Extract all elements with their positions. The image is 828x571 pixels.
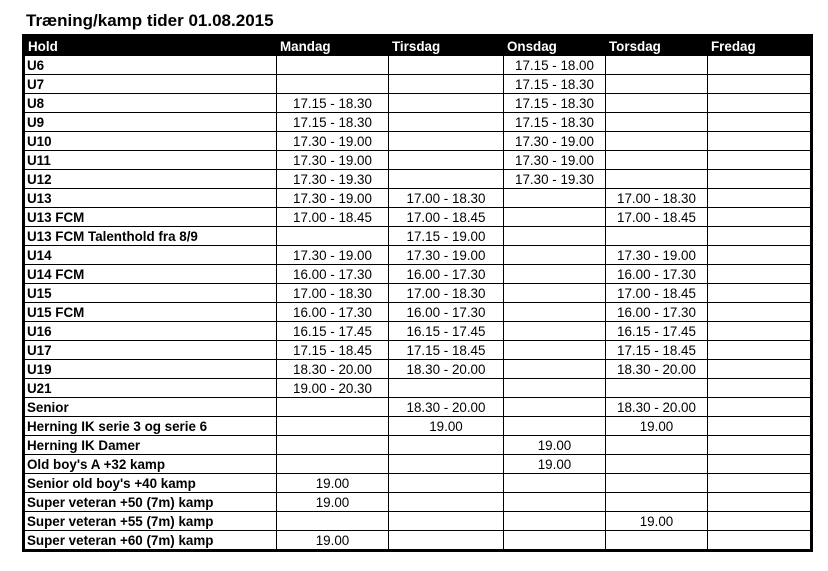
time-slot-fredag: [708, 303, 812, 322]
time-slot-tirsdag: [389, 132, 504, 151]
column-header-tirsdag: Tirsdag: [389, 36, 504, 56]
time-slot-fredag: [708, 417, 812, 436]
column-header-onsdag: Onsdag: [504, 36, 606, 56]
table-row: [24, 398, 812, 417]
time-slot-fredag: [708, 75, 812, 94]
time-slot-tirsdag: 17.00 - 18.45: [389, 208, 504, 227]
team-name: U16: [24, 322, 277, 341]
table-row: [24, 512, 812, 531]
column-header-mandag: Mandag: [277, 36, 389, 56]
time-slot-mandag: [277, 75, 389, 94]
time-slot-tirsdag: [389, 436, 504, 455]
team-name: Super veteran +50 (7m) kamp: [24, 493, 277, 512]
table-row: [24, 341, 812, 360]
table-row: [24, 94, 812, 113]
table-row: [24, 265, 812, 284]
table-row: [24, 75, 812, 94]
team-name: U12: [24, 170, 277, 189]
time-slot-mandag: 17.30 - 19.00: [277, 132, 389, 151]
table-row: [24, 493, 812, 512]
team-name: U7: [24, 75, 277, 94]
team-name: U8: [24, 94, 277, 113]
time-slot-fredag: [708, 113, 812, 132]
time-slot-tirsdag: [389, 512, 504, 531]
team-name: Senior: [24, 398, 277, 417]
time-slot-fredag: [708, 227, 812, 246]
time-slot-fredag: [708, 436, 812, 455]
table-row: [24, 227, 812, 246]
team-name: U15: [24, 284, 277, 303]
time-slot-tirsdag: 16.00 - 17.30: [389, 265, 504, 284]
team-name: U19: [24, 360, 277, 379]
time-slot-tirsdag: 18.30 - 20.00: [389, 398, 504, 417]
time-slot-mandag: 19.00: [277, 493, 389, 512]
team-name: U9: [24, 113, 277, 132]
table-row: [24, 303, 812, 322]
time-slot-torsdag: 19.00: [606, 512, 708, 531]
time-slot-onsdag: [504, 246, 606, 265]
time-slot-torsdag: 17.30 - 19.00: [606, 246, 708, 265]
time-slot-torsdag: 18.30 - 20.00: [606, 360, 708, 379]
table-row: [24, 189, 812, 208]
time-slot-tirsdag: 19.00: [389, 417, 504, 436]
time-slot-torsdag: 17.15 - 18.45: [606, 341, 708, 360]
column-header-hold: Hold: [24, 36, 277, 56]
time-slot-torsdag: [606, 94, 708, 113]
table-row: [24, 113, 812, 132]
time-slot-torsdag: [606, 493, 708, 512]
time-slot-onsdag: [504, 189, 606, 208]
time-slot-mandag: 17.30 - 19.00: [277, 151, 389, 170]
column-header-fredag: Fredag: [708, 36, 812, 56]
schedule-body: [24, 56, 812, 551]
table-row: [24, 284, 812, 303]
time-slot-torsdag: [606, 113, 708, 132]
team-name: U14 FCM: [24, 265, 277, 284]
time-slot-torsdag: 16.15 - 17.45: [606, 322, 708, 341]
time-slot-tirsdag: 16.00 - 17.30: [389, 303, 504, 322]
time-slot-fredag: [708, 189, 812, 208]
team-name: U15 FCM: [24, 303, 277, 322]
time-slot-tirsdag: [389, 75, 504, 94]
team-name: Super veteran +55 (7m) kamp: [24, 512, 277, 531]
time-slot-mandag: 17.00 - 18.30: [277, 284, 389, 303]
time-slot-onsdag: [504, 303, 606, 322]
time-slot-tirsdag: 17.30 - 19.00: [389, 246, 504, 265]
time-slot-onsdag: [504, 360, 606, 379]
schedule-table: [22, 34, 813, 552]
time-slot-tirsdag: 18.30 - 20.00: [389, 360, 504, 379]
time-slot-torsdag: 19.00: [606, 417, 708, 436]
time-slot-torsdag: [606, 531, 708, 551]
time-slot-fredag: [708, 56, 812, 75]
team-name: U13 FCM Talenthold fra 8/9: [24, 227, 277, 246]
time-slot-torsdag: [606, 132, 708, 151]
time-slot-onsdag: 17.30 - 19.00: [504, 151, 606, 170]
time-slot-onsdag: [504, 493, 606, 512]
time-slot-torsdag: [606, 227, 708, 246]
time-slot-tirsdag: [389, 56, 504, 75]
team-name: U17: [24, 341, 277, 360]
time-slot-fredag: [708, 474, 812, 493]
time-slot-onsdag: 17.15 - 18.30: [504, 94, 606, 113]
time-slot-onsdag: [504, 341, 606, 360]
time-slot-fredag: [708, 512, 812, 531]
time-slot-onsdag: 17.30 - 19.00: [504, 132, 606, 151]
time-slot-fredag: [708, 322, 812, 341]
table-row: [24, 474, 812, 493]
table-row: [24, 531, 812, 551]
time-slot-onsdag: [504, 284, 606, 303]
time-slot-torsdag: [606, 436, 708, 455]
table-row: [24, 379, 812, 398]
team-name: U10: [24, 132, 277, 151]
time-slot-onsdag: 17.15 - 18.30: [504, 113, 606, 132]
time-slot-fredag: [708, 151, 812, 170]
table-row: [24, 246, 812, 265]
team-name: U14: [24, 246, 277, 265]
time-slot-mandag: [277, 227, 389, 246]
time-slot-mandag: 17.30 - 19.00: [277, 189, 389, 208]
time-slot-mandag: 18.30 - 20.00: [277, 360, 389, 379]
time-slot-torsdag: 16.00 - 17.30: [606, 303, 708, 322]
time-slot-torsdag: 17.00 - 18.45: [606, 284, 708, 303]
time-slot-tirsdag: 17.00 - 18.30: [389, 189, 504, 208]
time-slot-onsdag: [504, 208, 606, 227]
team-name: U21: [24, 379, 277, 398]
time-slot-torsdag: [606, 474, 708, 493]
time-slot-torsdag: [606, 151, 708, 170]
time-slot-onsdag: [504, 531, 606, 551]
time-slot-fredag: [708, 379, 812, 398]
time-slot-tirsdag: 17.00 - 18.30: [389, 284, 504, 303]
time-slot-mandag: [277, 56, 389, 75]
time-slot-onsdag: [504, 512, 606, 531]
time-slot-mandag: [277, 512, 389, 531]
table-row: [24, 132, 812, 151]
time-slot-onsdag: 17.15 - 18.30: [504, 75, 606, 94]
time-slot-tirsdag: 17.15 - 19.00: [389, 227, 504, 246]
time-slot-fredag: [708, 360, 812, 379]
time-slot-onsdag: [504, 227, 606, 246]
time-slot-torsdag: 18.30 - 20.00: [606, 398, 708, 417]
time-slot-fredag: [708, 94, 812, 113]
time-slot-onsdag: [504, 398, 606, 417]
table-row: [24, 455, 812, 474]
time-slot-torsdag: 17.00 - 18.45: [606, 208, 708, 227]
header-row: [24, 36, 812, 56]
time-slot-mandag: [277, 436, 389, 455]
time-slot-tirsdag: [389, 474, 504, 493]
team-name: U13: [24, 189, 277, 208]
time-slot-mandag: 17.15 - 18.30: [277, 113, 389, 132]
team-name: U11: [24, 151, 277, 170]
time-slot-fredag: [708, 493, 812, 512]
time-slot-tirsdag: 17.15 - 18.45: [389, 341, 504, 360]
table-row: [24, 208, 812, 227]
time-slot-fredag: [708, 341, 812, 360]
time-slot-mandag: 17.15 - 18.30: [277, 94, 389, 113]
time-slot-mandag: 17.30 - 19.00: [277, 246, 389, 265]
time-slot-fredag: [708, 208, 812, 227]
table-row: [24, 170, 812, 189]
time-slot-tirsdag: [389, 94, 504, 113]
time-slot-fredag: [708, 246, 812, 265]
table-row: [24, 322, 812, 341]
time-slot-tirsdag: [389, 151, 504, 170]
time-slot-tirsdag: [389, 170, 504, 189]
table-row: [24, 360, 812, 379]
time-slot-fredag: [708, 455, 812, 474]
time-slot-tirsdag: [389, 531, 504, 551]
page-title: Træning/kamp tider 01.08.2015: [26, 11, 274, 30]
time-slot-mandag: [277, 398, 389, 417]
team-name: Herning IK serie 3 og serie 6: [24, 417, 277, 436]
time-slot-mandag: 17.30 - 19.30: [277, 170, 389, 189]
time-slot-mandag: 19.00 - 20.30: [277, 379, 389, 398]
time-slot-onsdag: [504, 474, 606, 493]
time-slot-mandag: 16.15 - 17.45: [277, 322, 389, 341]
time-slot-mandag: 19.00: [277, 474, 389, 493]
time-slot-tirsdag: [389, 379, 504, 398]
time-slot-mandag: 16.00 - 17.30: [277, 265, 389, 284]
time-slot-fredag: [708, 132, 812, 151]
team-name: Senior old boy's +40 kamp: [24, 474, 277, 493]
time-slot-tirsdag: 16.15 - 17.45: [389, 322, 504, 341]
table-row: [24, 151, 812, 170]
table-row: [24, 417, 812, 436]
column-header-torsdag: Torsdag: [606, 36, 708, 56]
time-slot-onsdag: 19.00: [504, 455, 606, 474]
time-slot-fredag: [708, 398, 812, 417]
time-slot-onsdag: [504, 265, 606, 284]
time-slot-torsdag: [606, 56, 708, 75]
time-slot-mandag: 17.00 - 18.45: [277, 208, 389, 227]
time-slot-onsdag: 17.30 - 19.30: [504, 170, 606, 189]
time-slot-fredag: [708, 531, 812, 551]
time-slot-tirsdag: [389, 113, 504, 132]
team-name: Super veteran +60 (7m) kamp: [24, 531, 277, 551]
time-slot-mandag: 17.15 - 18.45: [277, 341, 389, 360]
time-slot-onsdag: 19.00: [504, 436, 606, 455]
time-slot-fredag: [708, 170, 812, 189]
time-slot-onsdag: [504, 379, 606, 398]
time-slot-tirsdag: [389, 455, 504, 474]
time-slot-onsdag: [504, 417, 606, 436]
time-slot-onsdag: [504, 322, 606, 341]
time-slot-onsdag: 17.15 - 18.00: [504, 56, 606, 75]
time-slot-torsdag: 16.00 - 17.30: [606, 265, 708, 284]
time-slot-torsdag: [606, 455, 708, 474]
time-slot-mandag: [277, 455, 389, 474]
time-slot-torsdag: [606, 170, 708, 189]
time-slot-fredag: [708, 284, 812, 303]
team-name: Old boy's A +32 kamp: [24, 455, 277, 474]
team-name: U13 FCM: [24, 208, 277, 227]
schedule-header: [24, 36, 812, 56]
table-row: [24, 56, 812, 75]
time-slot-torsdag: 17.00 - 18.30: [606, 189, 708, 208]
time-slot-mandag: 16.00 - 17.30: [277, 303, 389, 322]
time-slot-tirsdag: [389, 493, 504, 512]
time-slot-torsdag: [606, 75, 708, 94]
team-name: U6: [24, 56, 277, 75]
table-row: [24, 436, 812, 455]
time-slot-torsdag: [606, 379, 708, 398]
team-name: Herning IK Damer: [24, 436, 277, 455]
time-slot-fredag: [708, 265, 812, 284]
time-slot-mandag: 19.00: [277, 531, 389, 551]
time-slot-mandag: [277, 417, 389, 436]
